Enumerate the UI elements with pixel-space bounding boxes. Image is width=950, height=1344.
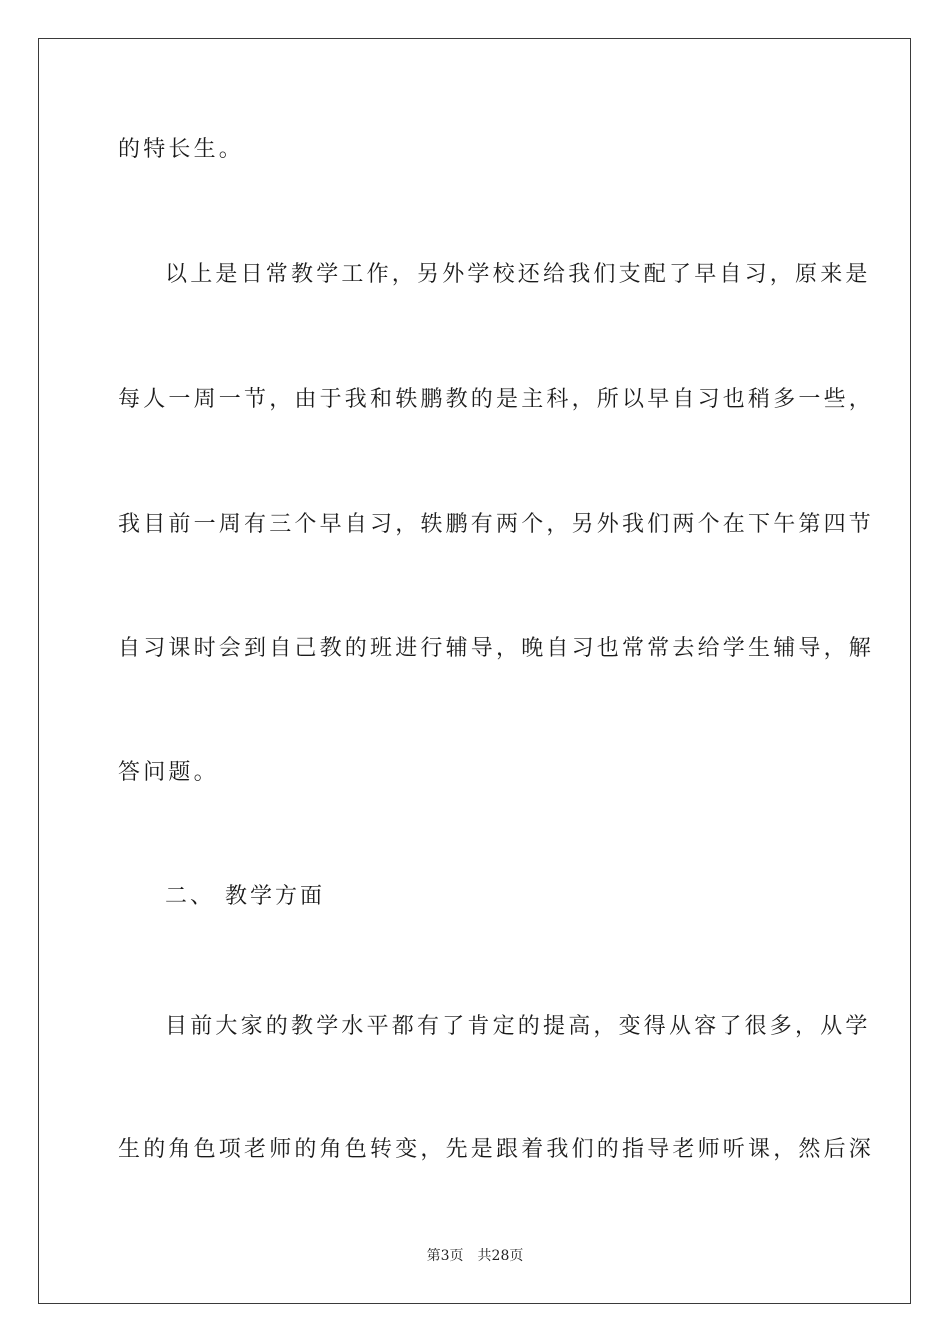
page-frame bbox=[38, 38, 911, 1304]
page-footer bbox=[0, 1246, 950, 1266]
text-line: 生的角色项老师的角色转变，先是跟着我们的指导老师听课，然后深 bbox=[118, 1137, 875, 1162]
text-line: 以上是日常教学工作，另外学校还给我们支配了早自习，原来是 bbox=[165, 262, 871, 287]
section-heading: 二、 教学方面 bbox=[165, 884, 325, 909]
text-line: 的特长生。 bbox=[118, 137, 245, 162]
text-line: 自习课时会到自己教的班进行辅导，晚自习也常常去给学生辅导，解 bbox=[118, 636, 875, 661]
page-number: 第3页 bbox=[426, 1248, 464, 1264]
page-total: 共28页 bbox=[477, 1248, 524, 1264]
text-line: 每人一周一节，由于我和轶鹏教的是主科，所以早自习也稍多一些， bbox=[118, 387, 875, 412]
text-line: 我目前一周有三个早自习，轶鹏有两个，另外我们两个在下午第四节 bbox=[118, 512, 875, 537]
text-line: 目前大家的教学水平都有了肯定的提高，变得从容了很多，从学 bbox=[165, 1014, 871, 1039]
text-line: 答问题。 bbox=[118, 760, 219, 785]
